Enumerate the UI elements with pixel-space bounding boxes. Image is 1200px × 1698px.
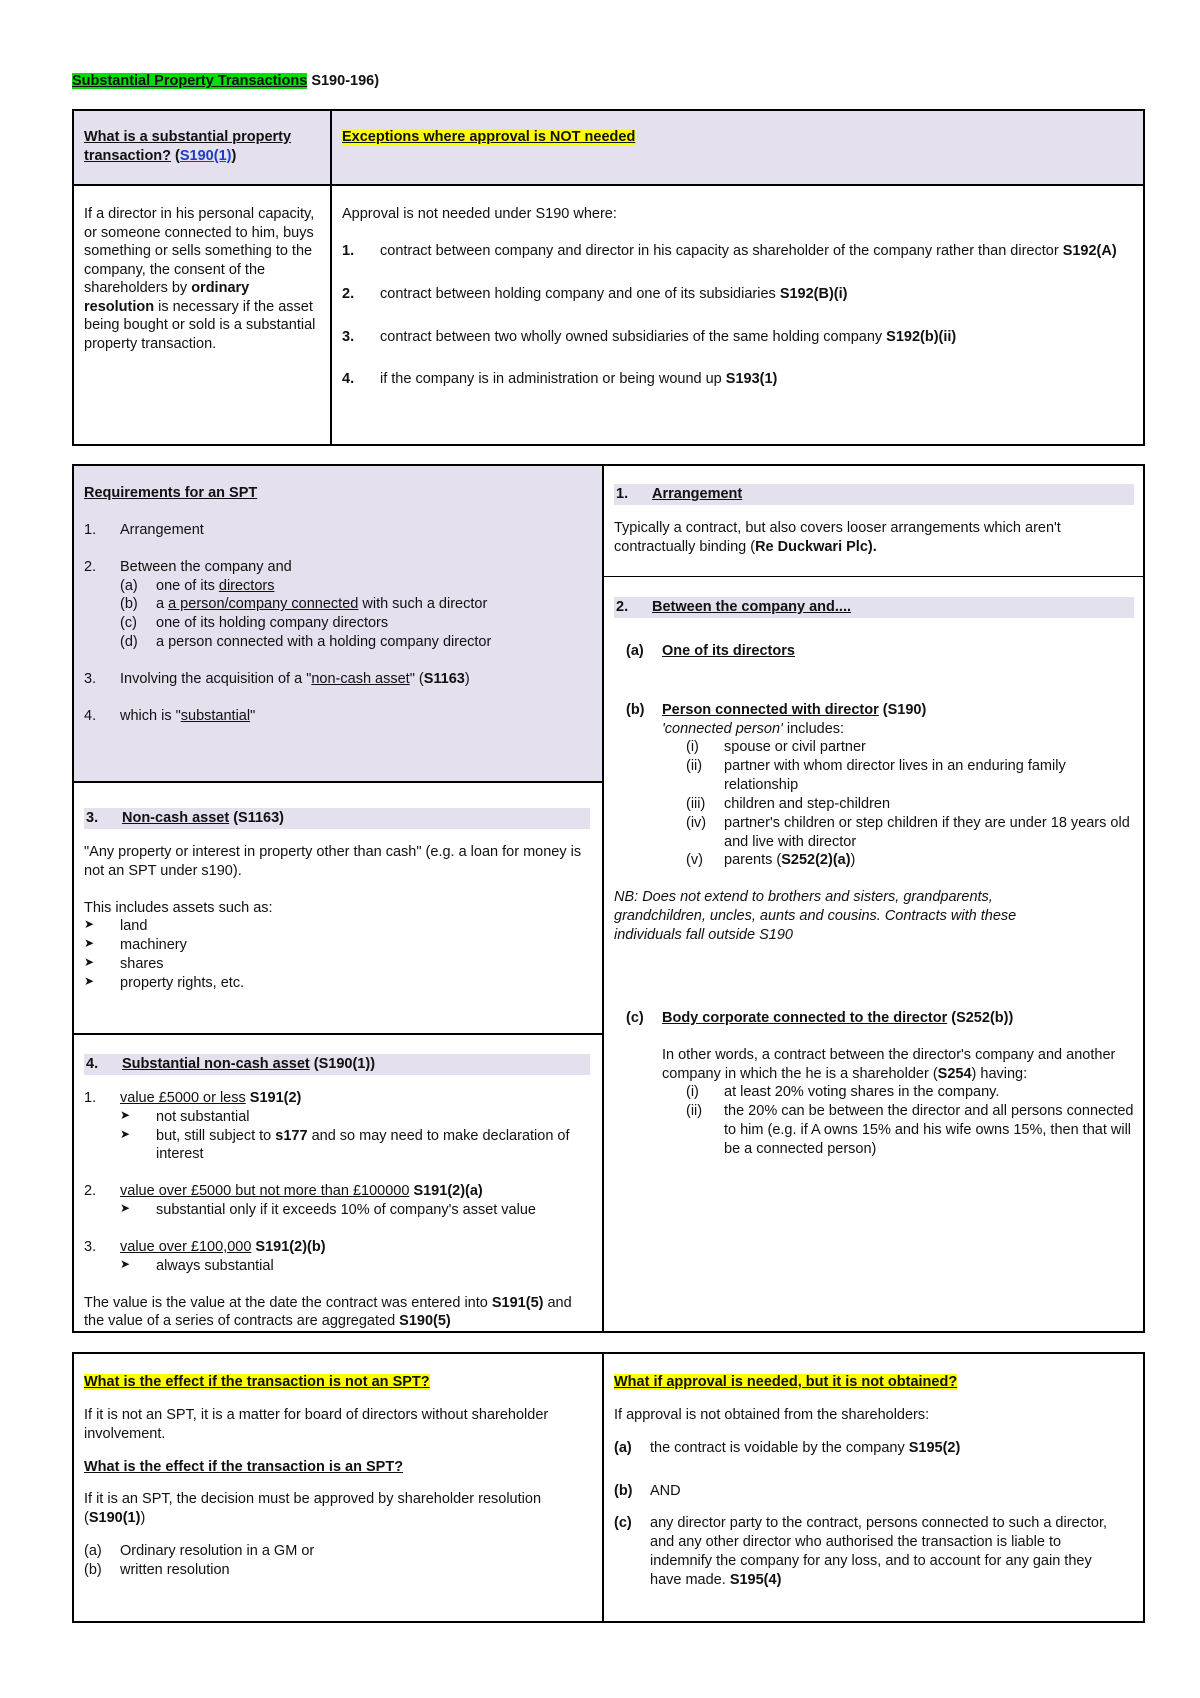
- substantial-num: 4.: [86, 1056, 99, 1072]
- value-note-text: always substantial: [156, 1257, 274, 1274]
- between-heading: [614, 597, 1134, 618]
- noncash-ref: (S1163): [229, 810, 285, 826]
- exception-ref: S193(1): [725, 371, 778, 388]
- effect-section: [74, 1373, 600, 1580]
- person-text: spouse or civil partner: [724, 739, 866, 756]
- top-col2-header: [332, 128, 1142, 147]
- asset-text: machinery: [120, 937, 187, 954]
- exception-text: contract between holding company and one of its subsidiaries: [380, 285, 780, 302]
- arrow-icon: ➤: [84, 973, 95, 988]
- between-b-label: (b): [626, 701, 645, 718]
- connected-person-item: [614, 738, 1134, 757]
- body-corporate-item-text: the 20% can be between the director and all persons connected to him (e.g. if A owns 15% and his wife owns 15%, then that will be a connected person): [724, 1103, 1134, 1157]
- requirement-text: which is ": [120, 707, 181, 724]
- connected-person-rest: includes:: [782, 720, 845, 737]
- requirement-item: [84, 670, 590, 689]
- between-b: [614, 701, 1134, 720]
- approval-ref: S195(4): [729, 1571, 782, 1588]
- requirement-sub-item: [84, 614, 590, 633]
- connected-person-item: [614, 851, 1134, 870]
- value-note: [84, 1201, 590, 1220]
- connected-person-item: [614, 795, 1134, 814]
- arrow-icon: ➤: [84, 936, 95, 951]
- value-band-ref: S191(2): [245, 1089, 302, 1106]
- exceptions-heading: Exceptions where approval is NOT needed: [342, 129, 636, 145]
- exception-ref: S192(A): [1062, 242, 1117, 259]
- exception-num: 3.: [342, 328, 355, 345]
- sub-text-underlined: a person/company connected: [168, 596, 359, 613]
- effect-not-spt-question: [84, 1373, 590, 1392]
- requirement-num: 4.: [84, 707, 97, 724]
- asset-text: land: [120, 918, 148, 935]
- top-table-header-divider: [72, 184, 1145, 186]
- between-c-title: Body corporate connected to the director: [662, 1009, 948, 1026]
- value-footer-ref: S191(5): [491, 1294, 544, 1311]
- requirement-item: [84, 558, 590, 577]
- approval-section: [604, 1373, 1144, 1590]
- sub-text-underlined: directors: [218, 577, 275, 594]
- value-note-text: but, still subject to: [156, 1127, 276, 1144]
- noncash-title: Non-cash asset: [122, 810, 230, 826]
- arrangement-ref: Re Duckwari Plc).: [755, 538, 877, 555]
- exception-ref: S192(B)(i): [779, 285, 848, 302]
- requirement-ref: S1163: [423, 670, 465, 687]
- requirement-sub-item: [84, 633, 590, 652]
- exception-text: contract between company and director in his capacity as shareholder of the company rather than director: [380, 242, 1063, 259]
- approval-q-text: What if approval is needed, but it is not obtained?: [614, 1374, 958, 1390]
- arrow-icon: ➤: [84, 955, 95, 970]
- approval-text: any director party to the contract, persons connected to such a director, and any other director who authorised the transaction is liable to indemnify the company for any loss, and to account for any gain they have made.: [650, 1515, 1107, 1588]
- value-band-text: value £5000 or less: [120, 1089, 246, 1106]
- value-note-text: substantial only if it exceeds 10% of company's asset value: [156, 1202, 536, 1219]
- arrangement-heading: [614, 484, 1134, 505]
- ordinary-resolution-text: ordinary resolution: [84, 280, 250, 315]
- requirement-item: [84, 707, 590, 726]
- sub-label: (c): [120, 615, 137, 632]
- person-text: children and step-children: [724, 795, 891, 812]
- resolution-text: written resolution: [120, 1561, 230, 1578]
- requirements-divider: [72, 781, 603, 783]
- sub-text: one of its holding company directors: [156, 615, 389, 632]
- requirement-num: 2.: [84, 558, 97, 575]
- exception-text: contract between two wholly owned subsidiaries of the same holding company: [380, 328, 887, 345]
- exceptions-intro: Approval is not needed under S190 where:: [342, 206, 617, 222]
- asset-text: property rights, etc.: [120, 974, 245, 991]
- exception-item: [342, 285, 1132, 304]
- requirement-text: Between the company and: [120, 558, 292, 575]
- resolution-option: [84, 1542, 590, 1561]
- body-corporate-text: ) having:: [971, 1065, 1028, 1082]
- between-num: 2.: [616, 599, 629, 615]
- arrangement-section: [604, 484, 1144, 557]
- requirement-text-underlined: substantial: [180, 707, 251, 724]
- between-a-title: One of its directors: [662, 642, 795, 659]
- noncash-section: [74, 808, 600, 993]
- arrow-icon: ➤: [120, 1201, 131, 1216]
- between-b-title: Person connected with director: [662, 701, 879, 718]
- exceptions-body: [332, 205, 1142, 389]
- page-title-ref: S190-196): [307, 73, 380, 89]
- between-c-ref: (S252(b)): [947, 1009, 1014, 1026]
- exception-text: if the company is in administration or being wound up: [380, 371, 726, 388]
- noncash-num: 3.: [86, 810, 99, 826]
- between-a-label: (a): [626, 642, 644, 659]
- sub-text: one of its: [156, 577, 219, 594]
- requirement-num: 1.: [84, 521, 97, 538]
- approval-label: (b): [614, 1482, 633, 1499]
- connected-person-item: [614, 814, 1134, 852]
- connected-person-term: 'connected person': [662, 720, 783, 737]
- value-num: 1.: [84, 1089, 97, 1106]
- approval-label: (c): [614, 1515, 632, 1532]
- value-footer-text: and the value of a series of contracts are aggregated: [84, 1294, 572, 1330]
- approval-label: (a): [614, 1439, 632, 1456]
- value-band-text: value over £100,000: [120, 1238, 252, 1255]
- nb-note: NB: Does not extend to brothers and sisters, grandparents, grandchildren, uncles, aunts and cousins. Contracts with these individuals fall outside S190: [614, 889, 1017, 943]
- approval-text: AND: [650, 1482, 681, 1499]
- approval-question: [614, 1373, 1134, 1392]
- requirement-sub-item: (b) a a person/company connected with such a director: [120, 596, 488, 613]
- between-c-label: (c): [626, 1009, 644, 1026]
- body-corporate-ref: S254: [937, 1065, 972, 1082]
- value-band: [84, 1182, 590, 1201]
- noncash-divider: [72, 1033, 603, 1035]
- between-title: Between the company and....: [652, 599, 852, 615]
- exception-num: 1.: [342, 242, 355, 259]
- sub-text: a person connected with a holding company director: [156, 634, 492, 651]
- value-note-text: not substantial: [156, 1108, 250, 1125]
- asset-item: [84, 936, 590, 955]
- person-num: (i): [686, 739, 699, 756]
- effect-a2-end: ): [140, 1510, 146, 1527]
- person-text: parents (: [724, 852, 782, 869]
- value-footer-text: The value is the value at the date the contract was entered into: [84, 1294, 492, 1311]
- body-corporate-item: [614, 1102, 1134, 1159]
- arrow-icon: ➤: [120, 1256, 131, 1271]
- body-corporate-item-text: at least 20% voting shares in the company.: [724, 1084, 1000, 1101]
- arrow-icon: ➤: [120, 1126, 131, 1141]
- arrow-icon: ➤: [84, 917, 95, 932]
- connected-person-intro: [614, 720, 1134, 739]
- exception-num: 4.: [342, 371, 355, 388]
- effect-spt-answer: [84, 1490, 590, 1528]
- between-b-ref: (S190): [878, 701, 927, 718]
- asset-text: shares: [120, 956, 164, 973]
- body-corporate-num: (i): [686, 1084, 699, 1101]
- value-note: [84, 1108, 590, 1127]
- approval-item: [614, 1482, 1134, 1501]
- value-num: 3.: [84, 1238, 97, 1255]
- substantial-title: Substantial non-cash asset: [122, 1056, 310, 1072]
- value-note-ref: s177: [275, 1127, 308, 1144]
- spt-definition-text-b: is necessary if the asset being bought or sold is a substantial property transaction.: [84, 298, 316, 352]
- requirement-text: ": [250, 707, 256, 724]
- exception-num: 2.: [342, 285, 355, 302]
- person-num: (v): [686, 852, 703, 869]
- page-title-highlight: Substantial Property Transactions: [72, 73, 308, 89]
- noncash-definition: "Any property or interest in property other than cash" (e.g. a loan for money is not an SPT under s190).: [84, 843, 582, 879]
- person-text: partner with whom director lives in an enduring family relationship: [724, 758, 1066, 794]
- value-band: [84, 1089, 590, 1108]
- body-corporate-num: (ii): [686, 1103, 703, 1120]
- spt-definition-body: [74, 205, 330, 353]
- requirement-text: " (: [409, 670, 424, 687]
- spt-definition-heading: What is a substantial property transaction?: [84, 129, 292, 164]
- effect-a2-ref: S190(1): [88, 1510, 141, 1527]
- asset-item: [84, 917, 590, 936]
- resolution-option: [84, 1561, 590, 1580]
- person-num: (iv): [686, 814, 707, 831]
- arrangement-num: 1.: [616, 486, 629, 502]
- value-note-text: and so may need to make declaration of interest: [156, 1127, 570, 1163]
- asset-item: [84, 974, 590, 993]
- sub-text: with such a director: [358, 596, 488, 613]
- approval-item: [614, 1514, 1134, 1589]
- value-note: [84, 1127, 590, 1165]
- value-band-text: value over £5000 but not more than £100000: [120, 1183, 410, 1200]
- noncash-includes: This includes assets such as:: [84, 899, 273, 916]
- between-section: [604, 597, 1144, 1159]
- effect-spt-question: What is the effect if the transaction is an SPT?: [84, 1458, 404, 1475]
- substantial-section: [74, 1054, 600, 1331]
- asset-item: [84, 955, 590, 974]
- person-text: partner's children or step children if they are under 18 years old and live with director: [724, 814, 1130, 850]
- sub-label: (b): [120, 596, 138, 613]
- requirement-item: [84, 521, 590, 540]
- noncash-heading: [84, 808, 590, 829]
- effect-q1-text: What is the effect if the transaction is not an SPT?: [84, 1374, 430, 1390]
- resolution-text: Ordinary resolution in a GM or: [120, 1543, 315, 1560]
- substantial-heading: [84, 1054, 590, 1075]
- between-c: [614, 1009, 1134, 1028]
- body-corporate-text: In other words, a contract between the director's company and another company in which the he is a shareholder (: [662, 1046, 1116, 1082]
- between-a: [614, 642, 1134, 661]
- value-num: 2.: [84, 1183, 97, 1200]
- person-text-end: ): [850, 852, 856, 869]
- arrangement-title: Arrangement: [652, 486, 743, 502]
- value-band-ref: S191(2)(a): [409, 1183, 483, 1200]
- arrangement-body: [614, 519, 1134, 557]
- person-ref: S252(2)(a): [781, 852, 851, 869]
- value-footer-ref: S190(5): [399, 1313, 451, 1330]
- approval-intro: If approval is not obtained from the shareholders:: [614, 1406, 930, 1423]
- effect-a2-text: If it is an SPT, the decision must be approved by shareholder resolution (: [84, 1491, 542, 1527]
- sub-label: (a): [120, 577, 138, 594]
- approval-text: the contract is voidable by the company: [650, 1439, 909, 1456]
- body-corporate-item: [614, 1083, 1134, 1102]
- resolution-num: (b): [84, 1561, 102, 1578]
- spt-definition-ref: S190(1): [179, 147, 232, 164]
- requirement-num: 3.: [84, 670, 97, 687]
- approval-item: [614, 1439, 1134, 1458]
- top-col1-header: What is a substantial property transaction? (S190(1)): [84, 129, 292, 164]
- arrangement-text: Typically a contract, but also covers looser arrangements which aren't contractually binding (: [614, 519, 1061, 555]
- requirements-title: Requirements for an SPT: [84, 485, 258, 501]
- body-corporate-body: [614, 1046, 1134, 1084]
- effect-not-spt-answer: If it is not an SPT, it is a matter for board of directors without shareholder involvement.: [84, 1406, 549, 1442]
- requirement-sub-item: [84, 577, 590, 596]
- sub-label: (d): [120, 634, 138, 651]
- requirement-text: Involving the acquisition of a ": [120, 670, 312, 687]
- spt-definition-text-a: If a director in his personal capacity, or someone connected to him, buys something or sells something to the company, the consent of the shareholders by: [84, 206, 315, 297]
- arrangement-divider: [603, 576, 1143, 577]
- exception-ref: S192(b)(ii): [886, 328, 957, 345]
- person-num: (ii): [686, 758, 703, 775]
- requirement-text: Arrangement: [120, 521, 204, 538]
- exception-item: [342, 242, 1132, 261]
- substantial-ref: (S190(1)): [309, 1056, 376, 1072]
- value-band: [84, 1238, 590, 1257]
- page-title: [72, 72, 379, 91]
- requirement-text: ): [464, 670, 470, 687]
- value-note: [84, 1257, 590, 1276]
- value-band-ref: S191(2)(b): [251, 1238, 326, 1255]
- connected-person-item: [614, 757, 1134, 795]
- resolution-num: (a): [84, 1543, 102, 1560]
- person-num: (iii): [686, 795, 706, 812]
- value-footer: [84, 1294, 590, 1332]
- exception-item: [342, 328, 1132, 347]
- requirement-text-underlined: non-cash asset: [311, 670, 410, 687]
- arrow-icon: ➤: [120, 1107, 131, 1122]
- exception-item: [342, 370, 1132, 389]
- approval-ref: S195(2): [908, 1439, 961, 1456]
- requirements-section: [74, 484, 600, 726]
